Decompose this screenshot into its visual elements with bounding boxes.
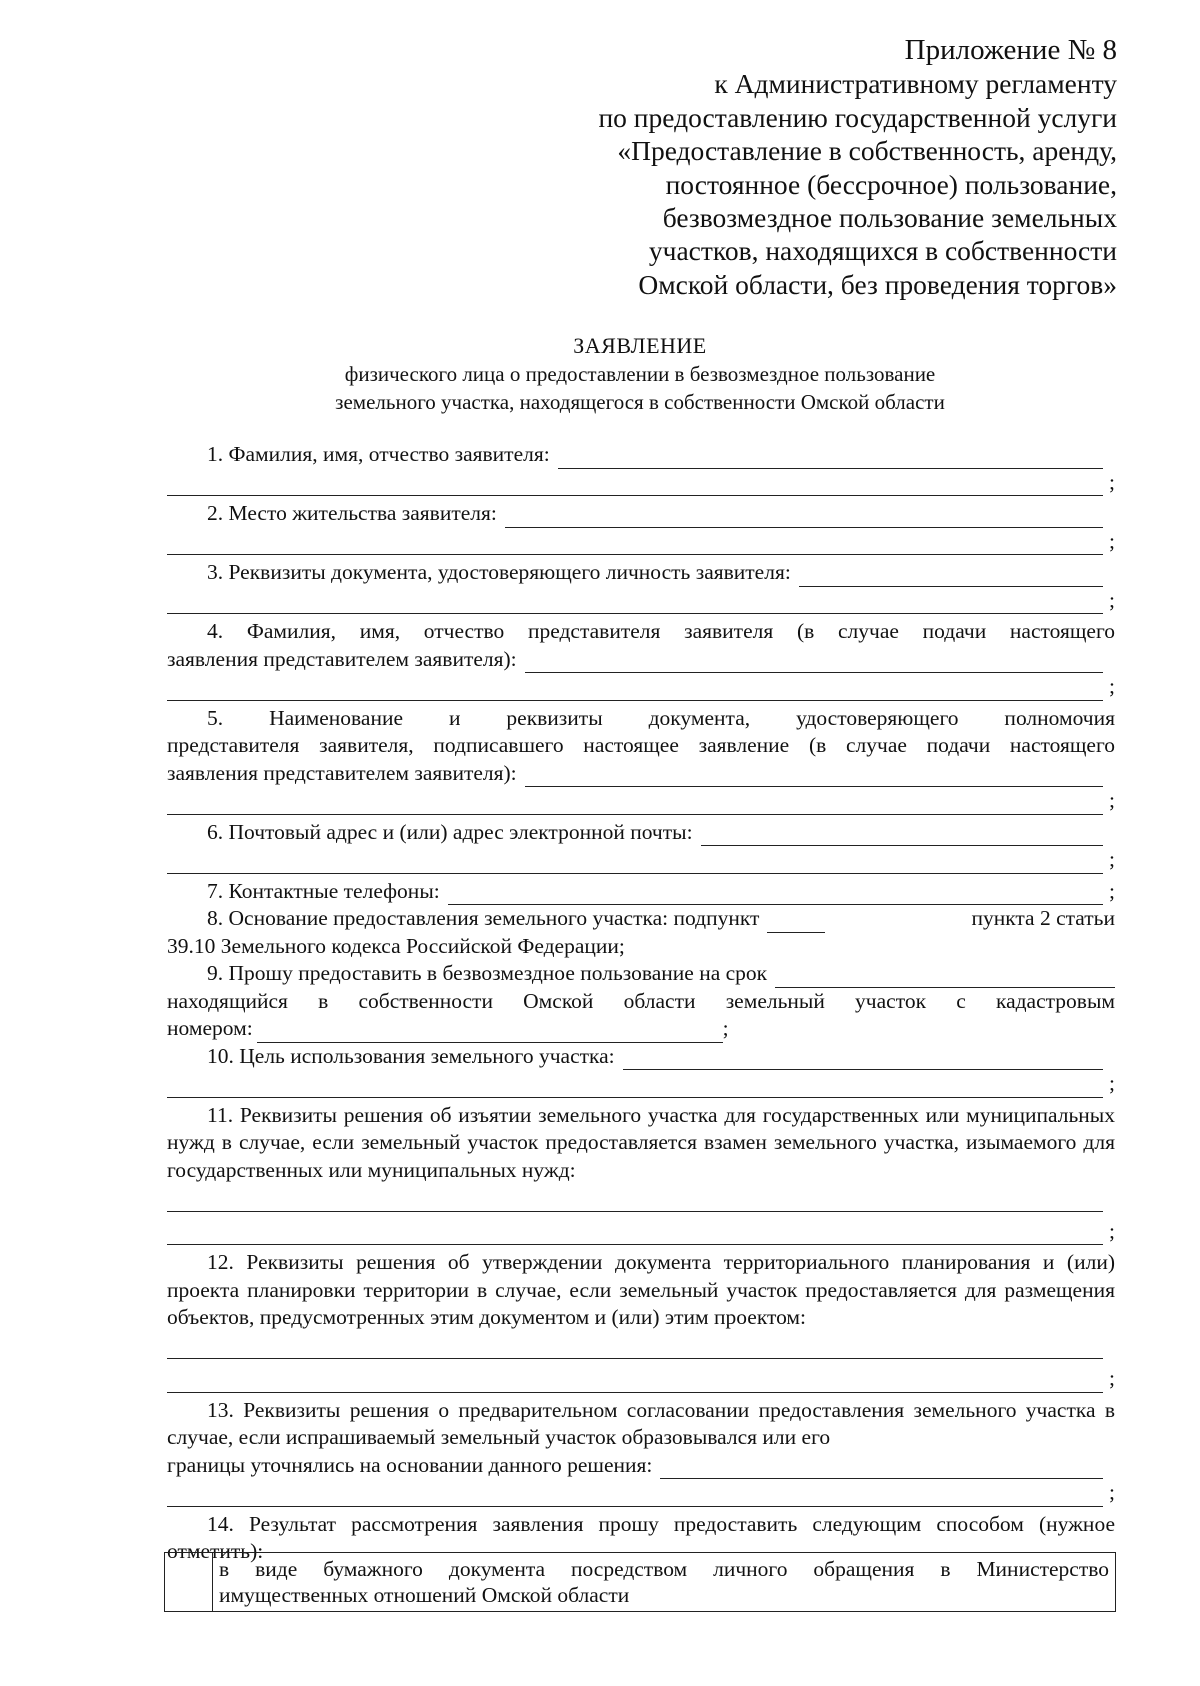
term-field[interactable]	[775, 969, 1115, 988]
authority-document-label-cont: представителя заявителя, подписавшего настоящее заявление (в случае подачи настоящего	[167, 733, 1115, 757]
result-method-label: 14. Результат рассмотрения заявления прошу предоставить следующим способом (нужное отметить):	[167, 1511, 1115, 1563]
option-text	[213, 1553, 1116, 1612]
document-heading	[167, 332, 1113, 416]
item-10-continuation	[167, 1070, 1115, 1098]
attachment-line: участков, находящихся в собственности	[648, 235, 1117, 267]
attachment-line: «Предоставление в собственность, аренду,	[617, 135, 1117, 167]
identity-document-label: 3. Реквизиты документа, удостоверяющего личность заявителя:	[207, 560, 791, 584]
purpose-field-cont[interactable]	[167, 1079, 1103, 1098]
semicolon: ;	[1109, 878, 1115, 903]
item-5-continuation	[167, 787, 1115, 815]
semicolon: ;	[1109, 847, 1115, 871]
planning-decision-label: 12. Реквизиты решения об утверждении документа территориального планирования и (или) проекта планировки территории в случае, если земельный участок предоставляется для размещения объектов, предусмотренных этим документом и (или) этим проектом:	[167, 1250, 1115, 1329]
attachment-line: по предоставлению государственной услуги	[598, 101, 1117, 133]
identity-document-field-cont[interactable]	[167, 595, 1103, 614]
item-1-continuation	[167, 469, 1115, 497]
item-7	[167, 878, 1115, 906]
attachment-line: постоянное (бессрочное) пользование,	[665, 168, 1117, 200]
subparagraph-field[interactable]	[767, 914, 825, 933]
attachment-header	[517, 34, 1117, 301]
cadastral-number-field[interactable]	[257, 1024, 723, 1043]
item-13	[167, 1452, 1115, 1480]
authority-document-label-end: заявления представителем заявителя):	[167, 760, 517, 785]
representative-name-label: 4. Фамилия, имя, отчество представителя заявителя (в случае подачи настоящего	[207, 619, 1115, 643]
item-11-line-2	[167, 1218, 1115, 1246]
residence-field[interactable]	[505, 509, 1103, 528]
planning-decision-field-cont[interactable]	[167, 1374, 1103, 1393]
basis-label: 8. Основание предоставления земельного участка: подпункт	[207, 906, 760, 930]
authority-document-field-cont[interactable]	[167, 796, 1103, 815]
semicolon: ;	[1109, 674, 1115, 698]
preliminary-approval-field-cont[interactable]	[167, 1488, 1103, 1507]
semicolon: ;	[1109, 788, 1115, 812]
semicolon: ;	[1109, 1366, 1115, 1390]
postal-address-field[interactable]	[701, 827, 1103, 846]
item-6	[167, 819, 1115, 847]
item-10	[167, 1043, 1115, 1071]
item-11-line-1	[167, 1184, 1115, 1212]
item-13-continuation	[167, 1479, 1115, 1507]
item-5	[167, 760, 1115, 788]
semicolon: ;	[1109, 469, 1115, 494]
term-label-cont: находящийся в собственности Омской области земельный участок с кадастровым	[167, 988, 1115, 1013]
form-body	[167, 441, 1115, 1566]
attachment-number: Приложение № 8	[904, 34, 1117, 66]
postal-address-label: 6. Почтовый адрес и (или) адрес электронной почты:	[207, 819, 693, 844]
option-text-line: в виде бумажного документа посредством личного обращения в Министерство	[219, 1557, 1109, 1581]
attachment-line: безвозмездное пользование земельных	[662, 202, 1117, 234]
withdrawal-decision-field[interactable]	[167, 1193, 1103, 1212]
semicolon: ;	[722, 1016, 729, 1040]
item-4-continuation	[167, 673, 1115, 701]
semicolon: ;	[1109, 1480, 1115, 1504]
applicant-name-field[interactable]	[558, 450, 1103, 469]
item-12-line-1	[167, 1332, 1115, 1360]
document-subtitle: земельного участка, находящегося в собственности Омской области	[335, 390, 945, 414]
representative-name-field[interactable]	[525, 654, 1103, 673]
item-9	[167, 960, 1115, 988]
purpose-label: 10. Цель использования земельного участка:	[207, 1043, 615, 1068]
document-title: ЗАЯВЛЕНИЕ	[573, 333, 707, 358]
item-8	[167, 905, 1115, 933]
result-options-table	[164, 1552, 1116, 1612]
item-4	[167, 646, 1115, 674]
identity-document-field[interactable]	[799, 568, 1103, 587]
attachment-line: Омской области, без проведения торгов»	[638, 268, 1117, 300]
basis-label-end: 39.10 Земельного кодекса Российской Федерации;	[167, 933, 625, 958]
attachment-line: к Административному регламенту	[714, 68, 1117, 100]
term-label: 9. Прошу предоставить в безвозмездное пользование на срок	[207, 961, 768, 985]
option-text-line: имущественных отношений Омской области	[219, 1583, 630, 1607]
phones-field[interactable]	[448, 886, 1103, 905]
option-row	[165, 1553, 1116, 1612]
representative-name-field-cont[interactable]	[167, 682, 1103, 701]
item-3-continuation	[167, 587, 1115, 615]
applicant-name-field-cont[interactable]	[167, 477, 1103, 496]
planning-decision-field[interactable]	[167, 1340, 1103, 1359]
authority-document-label: 5. Наименование и реквизиты документа, удостоверяющего полномочия	[207, 705, 1115, 730]
semicolon: ;	[1109, 528, 1115, 553]
preliminary-approval-field[interactable]	[660, 1460, 1103, 1479]
purpose-field[interactable]	[623, 1051, 1103, 1070]
option-checkbox[interactable]	[165, 1553, 213, 1612]
phones-label: 7. Контактные телефоны:	[207, 878, 440, 903]
item-12-line-2	[167, 1365, 1115, 1393]
item-1	[167, 441, 1115, 469]
preliminary-approval-label-cont: границы уточнялись на основании данного решения:	[167, 1452, 653, 1477]
item-2	[167, 500, 1115, 528]
representative-label-cont: заявления представителем заявителя):	[167, 646, 517, 671]
applicant-name-label: 1. Фамилия, имя, отчество заявителя:	[207, 442, 550, 466]
withdrawal-decision-label: 11. Реквизиты решения об изъятии земельного участка для государственных или муниципальных нужд в случае, если земельный участок предоставляется взамен земельного участка, изымаемого для государственных или муниципальных нужд:	[167, 1102, 1115, 1182]
basis-label-cont: пункта 2 статьи	[971, 906, 1115, 930]
item-3	[167, 559, 1115, 587]
residence-label: 2. Место жительства заявителя:	[207, 501, 497, 525]
semicolon: ;	[1109, 587, 1115, 612]
item-6-continuation	[167, 846, 1115, 874]
cadastral-row	[167, 1015, 1115, 1043]
authority-document-field[interactable]	[525, 768, 1103, 787]
postal-address-field-cont[interactable]	[167, 855, 1103, 874]
document-subtitle: физического лица о предоставлении в безвозмездное пользование	[344, 362, 936, 386]
item-2-continuation	[167, 528, 1115, 556]
withdrawal-decision-field-cont[interactable]	[167, 1226, 1103, 1245]
semicolon: ;	[1109, 1071, 1115, 1095]
preliminary-approval-label: 13. Реквизиты решения о предварительном согласовании предоставления земельного участка в случае, если испрашиваемый земельный участок образовывался или его	[167, 1397, 1115, 1449]
cadastral-label: номером:	[167, 1016, 253, 1040]
residence-field-cont[interactable]	[167, 536, 1103, 555]
semicolon: ;	[1109, 1218, 1115, 1243]
